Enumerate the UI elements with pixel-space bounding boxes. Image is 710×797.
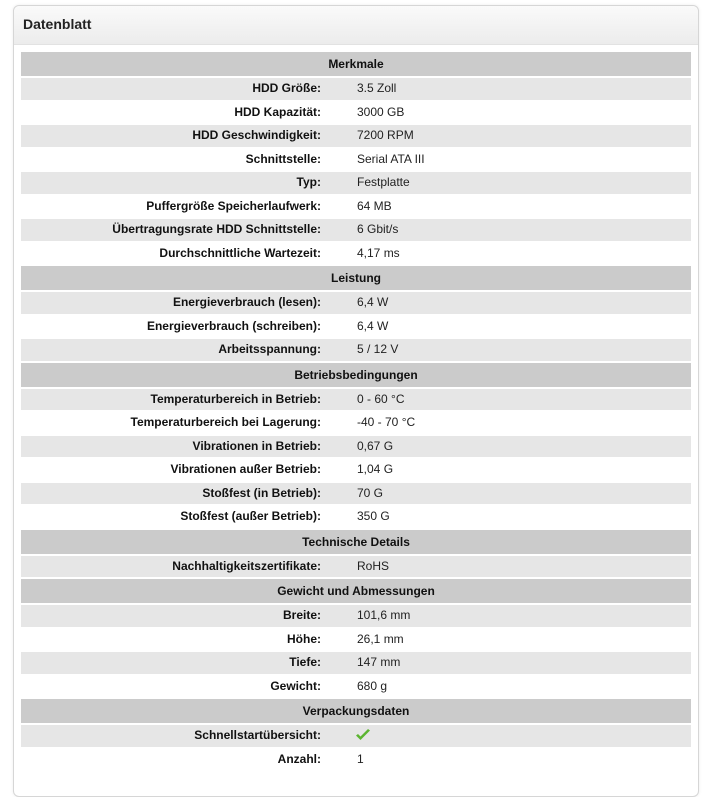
- row-label: HDD Kapazität:: [234, 104, 321, 119]
- row-label: Gewicht:: [270, 678, 321, 693]
- row-label: Nachhaltigkeitszertifikate:: [172, 558, 321, 573]
- row-label: Tiefe:: [289, 655, 321, 669]
- table-row: [21, 172, 691, 194]
- row-value: 3000 GB: [357, 104, 405, 119]
- section-header: Merkmale: [21, 52, 691, 76]
- datasheet-table: [21, 52, 691, 772]
- table-row: [21, 149, 691, 171]
- table-row: [21, 483, 691, 505]
- row-value: 680 g: [357, 678, 388, 693]
- row-value: -40 - 70 °C: [357, 415, 416, 429]
- row-label: Arbeitsspannung:: [218, 342, 321, 356]
- table-row: [21, 412, 691, 434]
- datasheet-panel: [13, 5, 699, 797]
- table-row: [21, 556, 691, 578]
- row-value: 64 MB: [357, 198, 392, 213]
- section-header: Verpackungsdaten: [21, 699, 691, 723]
- row-value: 6 Gbit/s: [357, 222, 399, 236]
- row-value: 0,67 G: [357, 438, 394, 453]
- row-label: Temperaturbereich in Betrieb:: [150, 391, 321, 406]
- row-label: Stoßfest (außer Betrieb):: [180, 509, 321, 523]
- row-label: Durchschnittliche Wartezeit:: [159, 245, 321, 260]
- table-row: [21, 219, 691, 241]
- row-label: HDD Größe:: [252, 81, 321, 95]
- table-row: [21, 243, 691, 265]
- table-row: [21, 506, 691, 528]
- table-row: [21, 652, 691, 674]
- table-row: [21, 292, 691, 314]
- row-value: 101,6 mm: [357, 608, 411, 622]
- row-label: Typ:: [296, 175, 321, 189]
- row-label: Temperaturbereich bei Lagerung:: [130, 415, 321, 429]
- row-value: 70 G: [357, 485, 384, 500]
- row-value: 1: [357, 751, 364, 766]
- section-header: Leistung: [21, 266, 691, 290]
- row-value: 0 - 60 °C: [357, 391, 405, 406]
- table-row: [21, 196, 691, 218]
- row-value: 5 / 12 V: [357, 342, 399, 356]
- table-row: [21, 749, 691, 771]
- row-value: Serial ATA III: [357, 151, 425, 166]
- row-label: Energieverbrauch (lesen):: [172, 295, 321, 309]
- table-row: [21, 629, 691, 651]
- section-header: Gewicht und Abmessungen: [21, 579, 691, 603]
- panel-header: [14, 6, 698, 45]
- row-label: Stoßfest (in Betrieb):: [202, 485, 321, 500]
- row-label: Schnellstartübersicht:: [194, 728, 321, 742]
- table-row: [21, 436, 691, 458]
- row-value: 147 mm: [357, 655, 401, 669]
- table-row: [21, 389, 691, 411]
- row-value: 4,17 ms: [357, 245, 400, 260]
- row-value: 7200 RPM: [357, 128, 414, 142]
- row-value: 6,4 W: [357, 295, 389, 309]
- row-label: HDD Geschwindigkeit:: [192, 128, 321, 142]
- table-row: [21, 459, 691, 481]
- row-value: 26,1 mm: [357, 631, 404, 646]
- table-row: [21, 78, 691, 100]
- row-label: Höhe:: [287, 631, 321, 646]
- table-row: [21, 339, 691, 361]
- row-value: [339, 725, 691, 747]
- row-label: Anzahl:: [277, 751, 321, 766]
- row-value: 6,4 W: [357, 318, 389, 333]
- table-row: [21, 605, 691, 627]
- row-value: RoHS: [357, 558, 390, 573]
- row-label: Energieverbrauch (schreiben):: [146, 318, 321, 333]
- row-label: Breite:: [282, 608, 321, 622]
- row-label: Übertragungsrate HDD Schnittstelle:: [112, 222, 321, 236]
- row-value: 350 G: [357, 509, 390, 523]
- row-label: Puffergröße Speicherlaufwerk:: [146, 198, 321, 213]
- table-row: [21, 102, 691, 124]
- row-label: Vibrationen in Betrieb:: [192, 438, 321, 453]
- row-value: Festplatte: [357, 175, 410, 189]
- row-label: Schnittstelle:: [245, 151, 321, 166]
- checkmark-icon: [355, 728, 371, 742]
- row-label: Vibrationen außer Betrieb:: [170, 462, 321, 476]
- table-row: [21, 316, 691, 338]
- table-row: [21, 125, 691, 147]
- row-value: 1,04 G: [357, 462, 394, 476]
- row-value: 3.5 Zoll: [357, 81, 397, 95]
- section-header: Technische Details: [21, 530, 691, 554]
- panel-title: Datenblatt: [23, 16, 92, 32]
- table-row: [21, 676, 691, 698]
- section-header: Betriebsbedingungen: [21, 363, 691, 387]
- table-row: [21, 725, 691, 747]
